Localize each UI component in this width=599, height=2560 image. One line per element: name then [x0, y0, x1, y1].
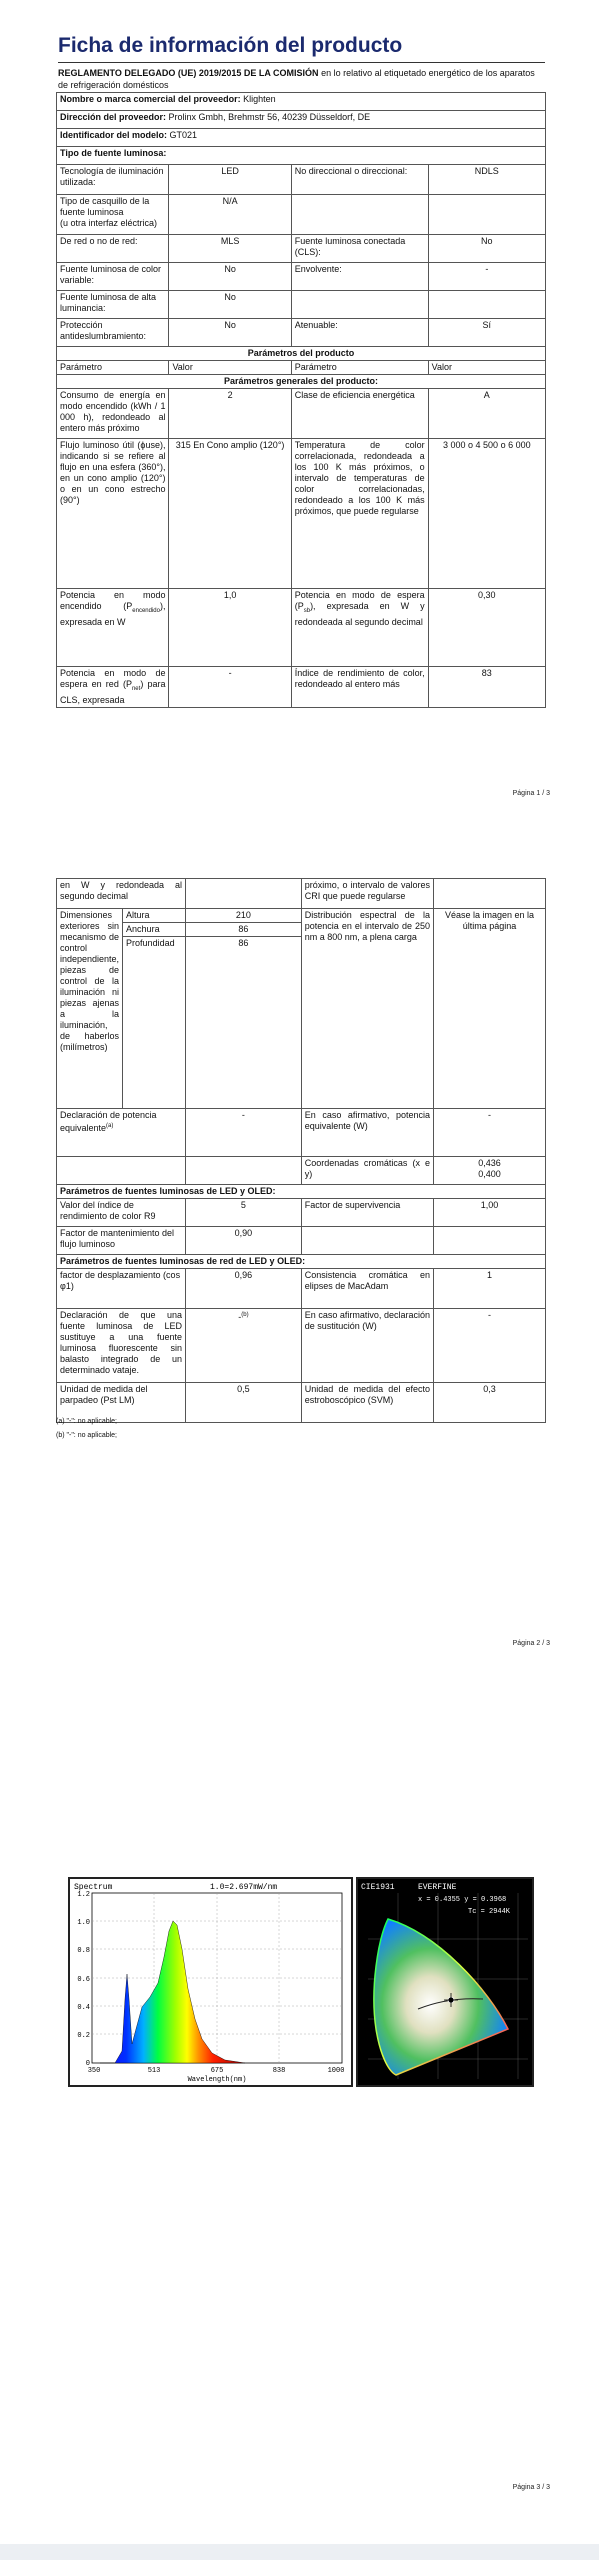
cri-label: Índice de rendimiento de color, redondeado al entero más	[291, 667, 428, 708]
footnote-a: (a) "-": no aplicable;	[56, 1418, 117, 1425]
mains-value: MLS	[169, 235, 291, 263]
cie-tc: Tc = 2944K	[468, 1908, 511, 1916]
xtick-1: 513	[147, 2067, 161, 2075]
network-standby-label: Potencia en modo de espera en red $(P_{net})$ para CLS, expresada	[57, 667, 169, 708]
colour-consistency-value: 1	[434, 1269, 546, 1309]
replacement-w-value: -	[434, 1309, 546, 1383]
anti-glare-value: No	[169, 319, 291, 347]
survival-factor-value: 1,00	[434, 1199, 546, 1227]
model-row	[57, 129, 546, 147]
envelope-value: -	[428, 263, 545, 291]
anti-glare-label: Protección antideslumbramiento:	[57, 319, 169, 347]
chromaticity-value: 0,436 0,400	[434, 1157, 546, 1185]
ytick-1: 1.0	[77, 1919, 90, 1927]
xtick-2: 675	[210, 2067, 224, 2075]
product-info-table-1	[56, 92, 546, 708]
stroboscopic-value: 0,3	[434, 1383, 546, 1423]
ytick-5: 0.2	[77, 2032, 90, 2040]
high-luminance-label: Fuente luminosa de alta luminancia:	[57, 291, 169, 319]
flicker-label: Unidad de medida del parpadeo (Pst LM)	[57, 1383, 186, 1423]
xtick-4: 1000	[327, 2067, 345, 2075]
mains-params-header: Parámetros de fuentes luminosas de red de LED y OLED:	[57, 1255, 546, 1269]
equivalent-power-text: Declaración de potencia equivalente	[60, 1110, 157, 1133]
directional-label: No direccional o direccional:	[291, 165, 428, 195]
on-mode-power-value: 1,0	[169, 589, 291, 667]
width-value: 86	[186, 923, 302, 937]
displacement-factor-label: factor de desplazamiento (cos φ1)	[57, 1269, 186, 1309]
stroboscopic-label: Unidad de medida del efecto estroboscópico (SVM)	[301, 1383, 433, 1423]
page-2	[0, 850, 599, 1720]
footnote-ref-a: (a)	[106, 1123, 114, 1129]
r9-value: 5	[186, 1199, 302, 1227]
spectrum-yticks	[77, 1891, 90, 2068]
xtick-3: 838	[272, 2067, 286, 2075]
params-header: Parámetros del producto	[57, 347, 546, 361]
cie-chart	[356, 1877, 534, 2087]
page-number-1: Página 1 / 3	[512, 790, 550, 797]
supplier-row	[57, 93, 546, 111]
network-standby-cont: en W y redondeada al segundo decimal	[57, 879, 186, 909]
chromaticity-label: Coordenadas cromáticas (x e y)	[301, 1157, 433, 1185]
lumen-maintenance-label: Factor de mantenimiento del flujo luminoso	[57, 1227, 186, 1255]
replacement-claim-label: Declaración de que una fuente luminosa de LED sustituye a una fuente luminosa fluorescente sin balasto integrado de un determinado vataje.	[57, 1309, 186, 1383]
regulation-scope: en lo relativo al etiquetado energético de los aparatos de refrigeración domésticos	[58, 68, 535, 90]
survival-factor-label: Factor de supervivencia	[301, 1199, 433, 1227]
displacement-factor-value: 0,96	[186, 1269, 302, 1309]
page-title: Ficha de información del producto	[58, 34, 403, 57]
dimensions-label: Dimensiones exteriores sin mecanismo de control independiente, piezas de control de la iluminación ni piezas ajenas a la iluminación, de haberlos (milímetros)	[57, 909, 123, 1109]
depth-value: 86	[186, 937, 302, 1109]
lumen-maintenance-value: 0,90	[186, 1227, 302, 1255]
replacement-claim-value	[186, 1309, 302, 1383]
luminous-flux-value: 315 En Cono amplio (120°)	[169, 439, 291, 589]
technology-label: Tecnología de iluminación utilizada:	[57, 165, 169, 195]
title-divider	[58, 62, 545, 63]
xtick-0: 350	[87, 2067, 101, 2075]
address-label: Dirección del proveedor:	[60, 112, 167, 122]
address-value: Prolinx Gmbh, Brehmstr 56, 40239 Düsseldorf, DE	[168, 112, 371, 122]
address-row	[57, 111, 546, 129]
equivalent-power-w-value: -	[434, 1109, 546, 1157]
directional-value: NDLS	[428, 165, 545, 195]
standby-power-label: Potencia en modo de espera $(P_{sb})$, expresada en W y redondeada al segundo decimal	[291, 589, 428, 667]
depth-label: Profundidad	[123, 937, 186, 1109]
equivalent-power-label	[57, 1109, 186, 1157]
led-params-header: Parámetros de fuentes luminosas de LED y OLED:	[57, 1185, 546, 1199]
equivalent-power-w-label: En caso afirmativo, potencia equivalente (W)	[301, 1109, 433, 1157]
colour-tunable-value: No	[169, 263, 291, 291]
spectrum-curve	[100, 1921, 245, 2063]
cie-brand: EVERFINE	[418, 1883, 457, 1892]
dimmable-value: Sí	[428, 319, 545, 347]
regulation-subtitle	[58, 67, 545, 91]
height-label: Altura	[123, 909, 186, 923]
efficiency-class-value: A	[428, 389, 545, 439]
cie-title: CIE1931	[361, 1883, 395, 1892]
connected-value: No	[428, 235, 545, 263]
standby-power-value: 0,30	[428, 589, 545, 667]
col-value-2: Valor	[428, 361, 545, 375]
technology-value: LED	[169, 165, 291, 195]
cct-label: Temperatura de color correlacionada, redondeada a los 100 K más próximos, o intervalo de temperaturas de color correlacionadas, redondeado a los 100 K más próximos, que puede regularse	[291, 439, 428, 589]
spectrum-xticks	[88, 2067, 345, 2075]
cap-type-value: N/A	[169, 195, 291, 235]
regulation-name: REGLAMENTO DELEGADO (UE) 2019/2015 DE LA COMISIÓN	[58, 68, 319, 78]
energy-consumption-value: 2	[169, 389, 291, 439]
ytick-0: 1.2	[77, 1891, 90, 1899]
model-label: Identificador del modelo:	[60, 130, 168, 140]
flicker-value: 0,5	[186, 1383, 302, 1423]
network-standby-value: -	[169, 667, 291, 708]
cct-value: 3 000 o 4 500 o 6 000	[428, 439, 545, 589]
footnote-b: (b) "-": no aplicable;	[56, 1432, 117, 1439]
spd-label: Distribución espectral de la potencia en el intervalo de 250 nm a 800 nm, a plena carga	[301, 909, 433, 1109]
supplier-value: Klighten	[243, 94, 276, 104]
energy-consumption-label: Consumo de energía en modo encendido (kWh / 1 000 h), redondeado al entero más próximo	[57, 389, 169, 439]
spectrum-svg	[70, 1879, 351, 2085]
cap-type-label: Tipo de casquillo de la fuente luminosa (u otra interfaz eléctrica)	[57, 195, 169, 235]
cri-label-cont: próximo, o intervalo de valores CRI que puede regularse	[301, 879, 433, 909]
spd-value: Véase la imagen en la última página	[434, 909, 546, 1109]
product-info-table-2	[56, 878, 546, 1423]
luminous-flux-label: Flujo luminoso útil (ϕuse), indicando si se refiere al flujo en una esfera (360°), en un cono amplio (120°) o en un cono estrecho (90°)	[57, 439, 169, 589]
viewer-bottom-bar	[0, 2544, 599, 2560]
cie-locus	[374, 1919, 508, 2075]
r9-label: Valor del índice de rendimiento de color R9	[57, 1199, 186, 1227]
page-number-2: Página 2 / 3	[512, 1640, 550, 1647]
ytick-6: 0	[85, 2060, 90, 2068]
colour-tunable-label: Fuente luminosa de color variable:	[57, 263, 169, 291]
spectrum-scale: 1.0=2.697mW/nm	[210, 1883, 278, 1892]
col-value-1: Valor	[169, 361, 291, 375]
replacement-claim-dash: -	[238, 1312, 242, 1322]
spectrum-chart	[68, 1877, 353, 2087]
efficiency-class-label: Clase de eficiencia energética	[291, 389, 428, 439]
envelope-label: Envolvente:	[291, 263, 428, 291]
mains-label: De red o no de red:	[57, 235, 169, 263]
source-type-header: Tipo de fuente luminosa:	[57, 147, 546, 165]
colour-consistency-label: Consistencia cromática en elipses de MacAdam	[301, 1269, 433, 1309]
supplier-label: Nombre o marca comercial del proveedor:	[60, 94, 241, 104]
page-number-3: Página 3 / 3	[512, 2484, 550, 2491]
height-value: 210	[186, 909, 302, 923]
ytick-4: 0.4	[77, 2004, 90, 2012]
cie-xy: x = 0.4355 y = 0.3968	[418, 1896, 507, 1904]
dimmable-label: Atenuable:	[291, 319, 428, 347]
cri-value: 83	[428, 667, 545, 708]
spectrum-xlabel: Wavelength(nm)	[187, 2076, 247, 2084]
spectrum-title: Spectrum	[74, 1883, 113, 1892]
general-params-header: Parámetros generales del producto:	[57, 375, 546, 389]
col-param-2: Parámetro	[291, 361, 428, 375]
equivalent-power-value: -	[186, 1109, 302, 1157]
connected-label: Fuente luminosa conectada (CLS):	[291, 235, 428, 263]
col-param-1: Parámetro	[57, 361, 169, 375]
on-mode-power-label: Potencia en modo encendido $(P_{encendido})$, expresada en W	[57, 589, 169, 667]
model-value: GT021	[169, 130, 198, 140]
footnote-ref-b: (b)	[241, 1312, 249, 1318]
ytick-2: 0.8	[77, 1947, 90, 1955]
page-1	[0, 0, 599, 850]
ytick-3: 0.6	[77, 1976, 90, 1984]
replacement-w-label: En caso afirmativo, declaración de sustitución (W)	[301, 1309, 433, 1383]
high-luminance-value: No	[169, 291, 291, 319]
width-label: Anchura	[123, 923, 186, 937]
cie-svg	[358, 1879, 532, 2085]
